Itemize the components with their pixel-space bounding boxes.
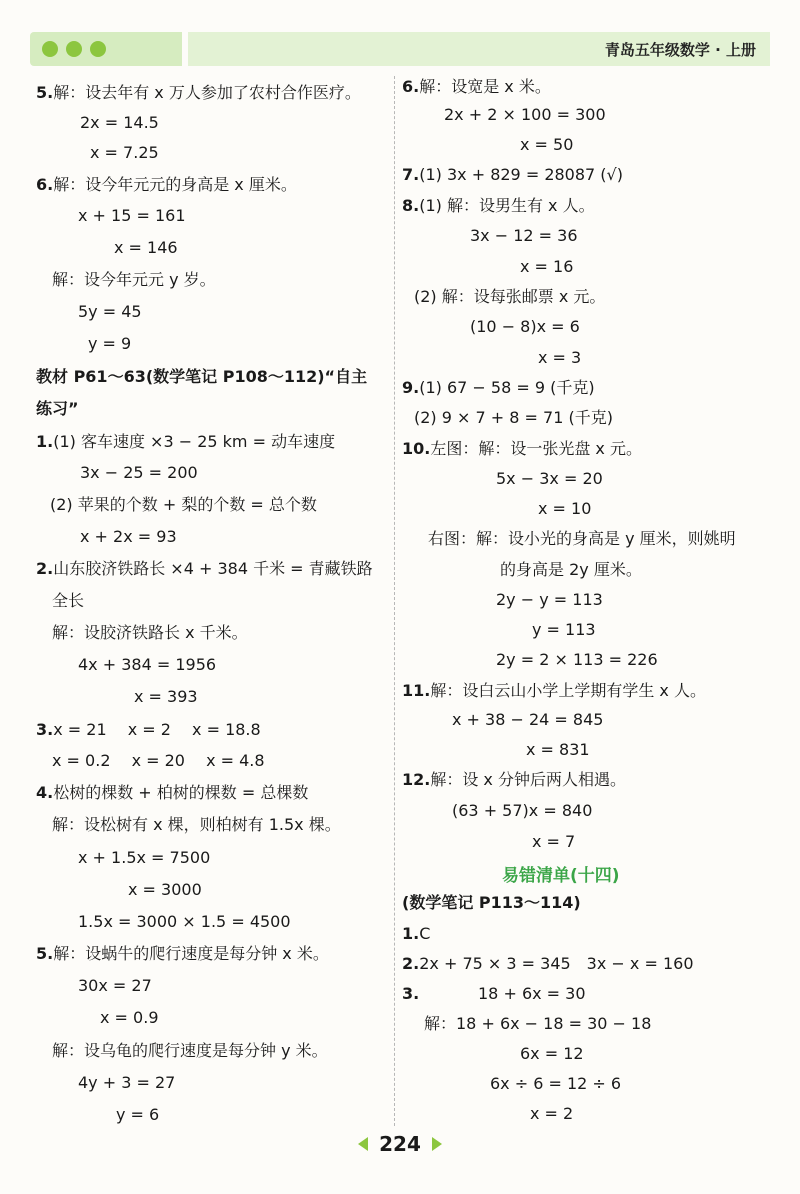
- text-line: [36, 558, 373, 580]
- next-arrow-icon: [432, 1137, 442, 1151]
- text-line: [50, 494, 317, 516]
- text-line: [36, 82, 361, 104]
- text-line: [428, 528, 736, 550]
- item-number: 6.: [36, 175, 54, 194]
- line-text: 练习”: [36, 399, 79, 418]
- line-text: y = 6: [116, 1105, 160, 1124]
- text-line: [532, 831, 575, 853]
- line-text: 6x = 12: [520, 1044, 584, 1063]
- line-text: 解：设乌龟的爬行速度是每分钟 y 米。: [52, 1041, 328, 1060]
- text-line: [78, 975, 152, 997]
- item-number: 6.: [402, 77, 420, 96]
- line-text: x + 2x = 93: [80, 527, 177, 546]
- line-text: (1) 3x + 829 = 28087 (√): [419, 165, 623, 184]
- line-text: 解：设 x 分钟后两人相遇。: [430, 770, 626, 789]
- line-text: 左图：解：设一张光盘 x 元。: [430, 439, 642, 458]
- text-line: [80, 112, 159, 134]
- line-text: x = 831: [526, 740, 590, 759]
- line-text: x = 393: [134, 687, 198, 706]
- line-text: x + 15 = 161: [78, 206, 186, 225]
- item-number: 8.: [402, 196, 420, 215]
- text-line: [78, 301, 142, 323]
- text-line: [80, 526, 177, 548]
- line-text: x = 10: [538, 499, 592, 518]
- item-number: 1.: [402, 924, 420, 943]
- text-line: [402, 164, 623, 186]
- text-line: [402, 195, 595, 217]
- line-text: 解：设今年元元的身高是 x 厘米。: [53, 175, 297, 194]
- text-line: [52, 750, 265, 772]
- text-line: [78, 654, 216, 676]
- item-number: 9.: [402, 378, 420, 397]
- line-text: 解：设松树有 x 棵，则柏树有 1.5x 棵。: [52, 815, 341, 834]
- text-line: [78, 847, 210, 869]
- line-text: 解：设去年有 x 万人参加了农村合作医疗。: [53, 83, 361, 102]
- line-text: x = 2: [530, 1104, 574, 1123]
- text-line: [402, 680, 706, 702]
- item-number: 10.: [402, 439, 431, 458]
- line-text: C: [419, 924, 431, 943]
- section-title: 易错清单(十四): [502, 866, 620, 886]
- text-line: [80, 462, 198, 484]
- text-line: [526, 739, 590, 761]
- text-line: [116, 1104, 159, 1126]
- line-text: 解：设胶济铁路长 x 千米。: [52, 623, 248, 642]
- line-text: (2) 苹果的个数 + 梨的个数 = 总个数: [50, 495, 317, 514]
- line-text: 3x − 25 = 200: [80, 463, 198, 482]
- line-text: x = 7: [532, 832, 576, 851]
- line-text: 4y + 3 = 27: [78, 1073, 176, 1092]
- line-text: 18 + 6x = 30: [478, 984, 586, 1003]
- line-text: x + 1.5x = 7500: [78, 848, 211, 867]
- text-line: [52, 590, 84, 612]
- line-text: 山东胶济铁路长 ×4 + 384 千米 = 青藏铁路: [53, 559, 373, 578]
- text-line: [424, 1013, 651, 1035]
- text-line: [402, 953, 694, 975]
- item-number: 2.: [36, 559, 54, 578]
- line-text: (63 + 57)x = 840: [452, 801, 593, 820]
- line-text: 4x + 384 = 1956: [78, 655, 217, 674]
- line-text: 5y = 45: [78, 302, 142, 321]
- text-line: [496, 649, 658, 671]
- text-line: [532, 619, 596, 641]
- line-text: x = 16: [520, 257, 574, 276]
- line-text: (1) 客车速度 ×3 − 25 km = 动车速度: [53, 432, 336, 451]
- text-line: [88, 333, 131, 355]
- line-text: 解：18 + 6x − 18 = 30 − 18: [424, 1014, 652, 1033]
- text-line: [530, 1103, 573, 1125]
- item-number: 3.: [402, 984, 420, 1003]
- line-text: x = 3: [538, 348, 582, 367]
- dot-icon: [42, 41, 58, 57]
- text-line: [402, 983, 419, 1005]
- line-text: x = 0.2 x = 20 x = 4.8: [52, 751, 265, 770]
- dot-icon: [90, 41, 106, 57]
- line-text: x = 0.9: [100, 1008, 159, 1027]
- line-text: x = 3000: [128, 880, 202, 899]
- item-number: 5.: [36, 83, 54, 102]
- text-line: [402, 892, 581, 914]
- line-text: 全长: [52, 591, 85, 610]
- text-line: [402, 769, 626, 791]
- text-line: [520, 1043, 584, 1065]
- line-text: (2) 9 × 7 + 8 = 71 (千克): [414, 408, 613, 427]
- text-line: [496, 589, 603, 611]
- line-text: 解：设今年元元 y 岁。: [52, 270, 216, 289]
- line-text: 2y − y = 113: [496, 590, 603, 609]
- text-line: [128, 879, 202, 901]
- text-line: [520, 256, 573, 278]
- line-text: 解：设白云山小学上学期有学生 x 人。: [430, 681, 706, 700]
- page-number-bar: [350, 1132, 450, 1156]
- text-line: [496, 468, 603, 490]
- line-text: 的身高是 2y 厘米。: [500, 560, 642, 579]
- line-text: x + 38 − 24 = 845: [452, 710, 604, 729]
- text-line: [52, 814, 341, 836]
- text-line: [78, 911, 291, 933]
- text-line: [444, 104, 606, 126]
- text-line: [470, 225, 578, 247]
- text-line: [402, 76, 551, 98]
- item-number: 2.: [402, 954, 420, 973]
- text-line: [402, 438, 642, 460]
- text-line: [36, 943, 329, 965]
- prev-arrow-icon: [358, 1137, 368, 1151]
- text-line: [36, 366, 367, 388]
- line-text: 3x − 12 = 36: [470, 226, 578, 245]
- line-text: (1) 67 − 58 = 9 (千克): [419, 378, 595, 397]
- line-text: 右图：解：设小光的身高是 y 厘米，则姚明: [428, 529, 736, 548]
- line-text: 2y = 2 × 113 = 226: [496, 650, 658, 669]
- text-line: [402, 923, 430, 945]
- line-text: 2x = 14.5: [80, 113, 159, 132]
- text-line: [490, 1073, 621, 1095]
- text-line: [36, 719, 261, 741]
- text-line: [134, 686, 198, 708]
- line-text: 5x − 3x = 20: [496, 469, 603, 488]
- page-number: 224: [379, 1132, 421, 1156]
- line-text: 1.5x = 3000 × 1.5 = 4500: [78, 912, 291, 931]
- text-line: [452, 709, 603, 731]
- text-line: [90, 142, 159, 164]
- text-line: [52, 622, 248, 644]
- text-line: [414, 286, 605, 308]
- line-text: y = 113: [532, 620, 596, 639]
- text-line: [36, 782, 308, 804]
- column-divider: [394, 76, 395, 1126]
- line-text: 教材 P61～63(数学笔记 P108～112)“自主: [36, 367, 368, 386]
- line-text: 6x ÷ 6 = 12 ÷ 6: [490, 1074, 622, 1093]
- header-decoration: [30, 32, 182, 66]
- text-line: [52, 1040, 328, 1062]
- line-text: 松树的棵数 + 柏树的棵数 = 总棵数: [53, 783, 309, 802]
- book-title: 青岛五年级数学 · 上册: [604, 41, 756, 59]
- item-number: 5.: [36, 944, 54, 963]
- item-number: 3.: [36, 720, 54, 739]
- line-text: (1) 解：设男生有 x 人。: [419, 196, 595, 215]
- text-line: [414, 407, 613, 429]
- text-line: [78, 205, 186, 227]
- line-text: x = 7.25: [90, 143, 159, 162]
- text-line: [500, 559, 642, 581]
- line-text: 2x + 2 × 100 = 300: [444, 105, 606, 124]
- line-text: 30x = 27: [78, 976, 152, 995]
- item-number: 4.: [36, 783, 54, 802]
- text-line: [78, 1072, 175, 1094]
- line-text: x = 50: [520, 135, 574, 154]
- dot-icon: [66, 41, 82, 57]
- text-line: [478, 983, 586, 1005]
- line-text: 解：设宽是 x 米。: [419, 77, 551, 96]
- header-bar: [30, 32, 770, 66]
- item-number: 12.: [402, 770, 431, 789]
- line-text: (10 − 8)x = 6: [470, 317, 580, 336]
- line-text: x = 21 x = 2 x = 18.8: [53, 720, 261, 739]
- line-text: (2) 解：设每张邮票 x 元。: [414, 287, 606, 306]
- text-line: [470, 316, 580, 338]
- text-line: [538, 347, 581, 369]
- line-text: x = 146: [114, 238, 178, 257]
- text-line: [52, 269, 216, 291]
- line-text: y = 9: [88, 334, 132, 353]
- text-line: [36, 174, 297, 196]
- text-line: [520, 134, 573, 156]
- text-line: [100, 1007, 159, 1029]
- line-text: (数学笔记 P113～114): [402, 893, 581, 912]
- item-number: 11.: [402, 681, 431, 700]
- text-line: [452, 800, 592, 822]
- text-line: [402, 377, 595, 399]
- text-line: [36, 431, 335, 453]
- header-title-band: [188, 32, 770, 66]
- text-line: [36, 398, 79, 420]
- line-text: 2x + 75 × 3 = 345 3x − x = 160: [419, 954, 694, 973]
- text-line: [538, 498, 591, 520]
- line-text: 解：设蜗牛的爬行速度是每分钟 x 米。: [53, 944, 329, 963]
- item-number: 7.: [402, 165, 420, 184]
- item-number: 1.: [36, 432, 54, 451]
- text-line: [114, 237, 178, 259]
